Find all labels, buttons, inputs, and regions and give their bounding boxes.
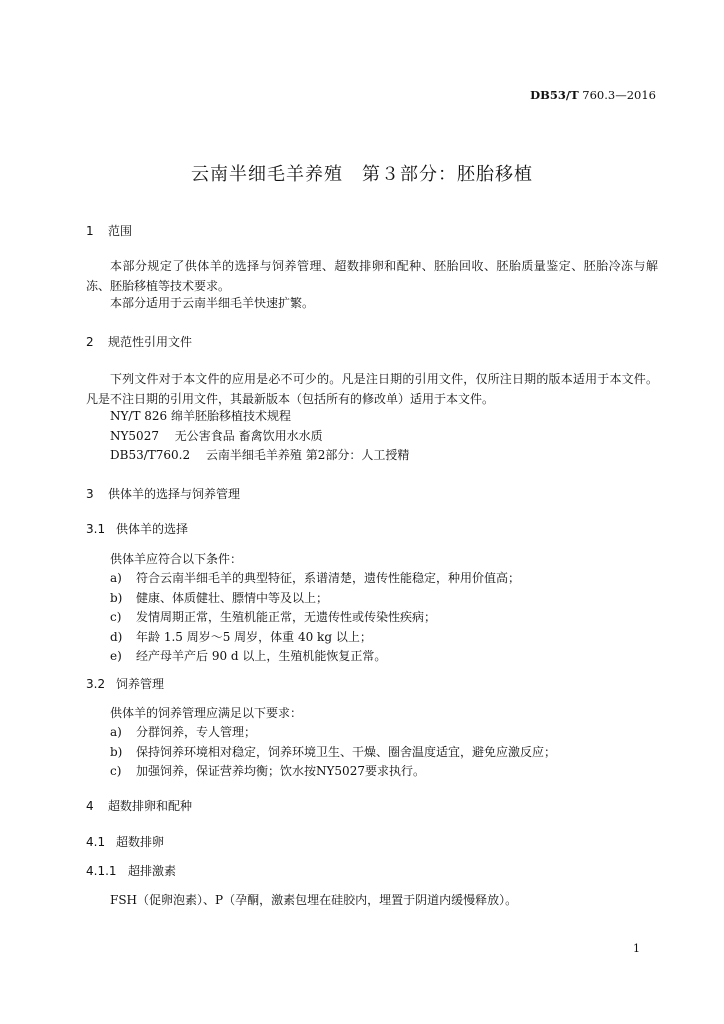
subsection-number: 3.1 xyxy=(86,522,106,536)
page-number: 1 xyxy=(633,942,640,955)
list-item xyxy=(110,722,256,742)
list-marker: e) xyxy=(110,649,122,663)
subsection-4-1-1-heading xyxy=(86,862,176,879)
standard-prefix: DB53/T xyxy=(530,88,579,102)
section-number: 3 xyxy=(86,487,94,501)
list-text: 健康、体质健壮、膘情中等及以上； xyxy=(136,591,329,605)
list-item xyxy=(110,588,328,608)
section-title: 范围 xyxy=(108,224,133,238)
section-2-heading xyxy=(86,333,192,350)
list-marker: b) xyxy=(110,745,123,759)
section-1-heading xyxy=(86,222,132,239)
section-title: 供体羊的选择与饲养管理 xyxy=(108,487,241,501)
subsection-title: 超排激素 xyxy=(128,864,177,878)
section-title: 规范性引用文件 xyxy=(108,335,193,349)
subsection-4-1-heading xyxy=(86,833,164,850)
list-item xyxy=(110,742,556,762)
list-marker: a) xyxy=(110,571,122,585)
section-1-paragraph-2: 本部分适用于云南半细毛羊快速扩繁。 xyxy=(110,296,315,310)
list-item xyxy=(110,627,372,647)
standard-number: 760.3—2016 xyxy=(582,88,656,102)
list-item xyxy=(110,607,436,627)
reference-item: NY5027 无公害食品 畜禽饮用水水质 xyxy=(110,429,323,443)
list-marker: b) xyxy=(110,591,123,605)
section-number: 4 xyxy=(86,799,94,813)
section-4-heading xyxy=(86,797,192,814)
section-2-paragraph-1: 下列文件对于本文件的应用是必不可少的。凡是注日期的引用文件，仅所注日期的版本适用于本文件。凡是不注日期的引用文件，其最新版本（包括所有的修改单）适用于本文件。 xyxy=(86,372,658,406)
subsection-3-2-heading xyxy=(86,675,164,692)
list-text: 发情周期正常，生殖机能正常，无遗传性或传染性疾病； xyxy=(136,610,437,624)
document-title: 云南半细毛羊养殖 第３部分：胚胎移植 xyxy=(191,164,533,185)
subsection-title: 饲养管理 xyxy=(116,677,165,691)
subsection-title: 超数排卵 xyxy=(116,835,165,849)
list-marker: c) xyxy=(110,764,122,778)
subsection-3-1-heading xyxy=(86,520,188,537)
list-text: 符合云南半细毛羊的典型特征，系谱清楚，遗传性能稳定，种用价值高； xyxy=(136,571,521,585)
subsection-intro: 供体羊的饲养管理应满足以下要求： xyxy=(110,706,303,720)
list-text: 分群饲养，专人管理； xyxy=(136,725,257,739)
list-text: 保持饲养环境相对稳定，饲养环境卫生、干燥、圈舍温度适宜，避免应激反应； xyxy=(136,745,557,759)
section-number: 1 xyxy=(86,224,94,238)
reference-item: NY/T 826 绵羊胚胎移植技术规程 xyxy=(110,409,292,423)
section-1-paragraph-1: 本部分规定了供体羊的选择与饲养管理、超数排卵和配种、胚胎回收、胚胎质量鉴定、胚胎冷冻与解冻、胚胎移植等技术要求。 xyxy=(86,259,658,293)
subsection-intro: 供体羊应符合以下条件： xyxy=(110,552,243,566)
list-marker: c) xyxy=(110,610,122,624)
section-title: 超数排卵和配种 xyxy=(108,799,193,813)
list-item xyxy=(110,568,520,588)
list-text: 加强饲养，保证营养均衡；饮水按NY5027要求执行。 xyxy=(136,764,425,778)
section-number: 2 xyxy=(86,335,94,349)
document-code xyxy=(530,88,656,102)
subsection-number: 4.1 xyxy=(86,835,106,849)
list-marker: d) xyxy=(110,630,123,644)
section-3-heading xyxy=(86,485,240,502)
list-marker: a) xyxy=(110,725,122,739)
list-text: 经产母羊产后 90 d 以上，生殖机能恢复正常。 xyxy=(136,649,387,663)
list-text: 年龄 1.5 周岁～5 周岁，体重 40 kg 以上； xyxy=(136,630,372,644)
subsection-number: 3.2 xyxy=(86,677,106,691)
subsection-number: 4.1.1 xyxy=(86,864,117,878)
list-item xyxy=(110,761,425,781)
list-item xyxy=(110,646,386,666)
subsection-paragraph: FSH（促卵泡素）、P（孕酮，激素包埋在硅胶内，埋置于阴道内缓慢释放）。 xyxy=(110,893,518,907)
subsection-title: 供体羊的选择 xyxy=(116,522,189,536)
reference-item: DB53/T760.2 云南半细毛羊养殖 第2部分：人工授精 xyxy=(110,448,410,462)
